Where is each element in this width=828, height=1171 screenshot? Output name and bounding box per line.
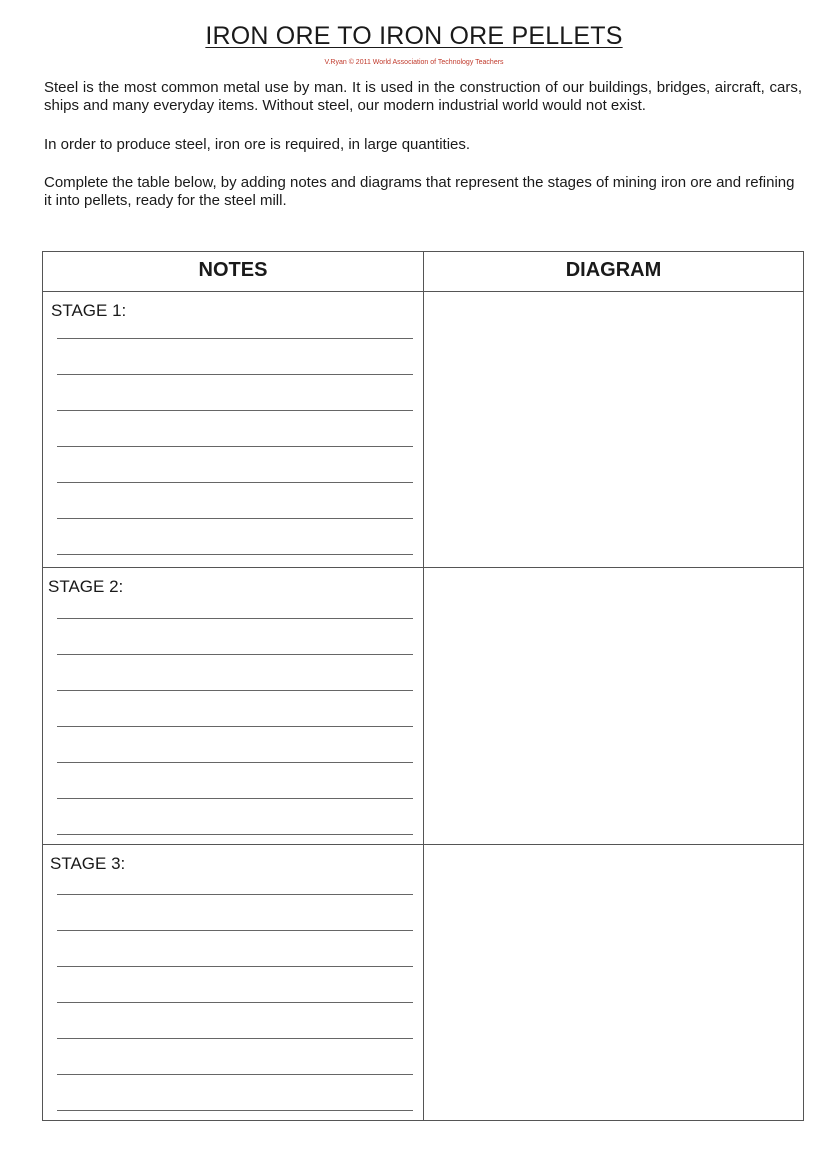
stage-1-writing-line[interactable]	[57, 374, 413, 375]
page-title: IRON ORE TO IRON ORE PELLETS	[205, 22, 623, 50]
stage-1-label: STAGE 1:	[51, 301, 127, 320]
stage-1-row	[43, 292, 803, 568]
stage-1-diagram-area[interactable]	[424, 292, 803, 567]
intro-paragraph-2: In order to produce steel, iron ore is required, in large quantities.	[44, 136, 471, 153]
stage-2-writing-line[interactable]	[57, 762, 413, 763]
stage-1-writing-line[interactable]	[57, 518, 413, 519]
stage-1-writing-line[interactable]	[57, 410, 413, 411]
worksheet-table	[42, 251, 804, 1121]
stage-3-row	[43, 845, 803, 1120]
stage-3-writing-line[interactable]	[57, 1074, 413, 1075]
table-header-row	[43, 252, 803, 292]
stage-2-diagram-area[interactable]	[424, 568, 803, 844]
stage-2-writing-line[interactable]	[57, 654, 413, 655]
stage-1-writing-line[interactable]	[57, 446, 413, 447]
diagram-column-header: DIAGRAM	[565, 259, 662, 281]
stage-2-writing-line[interactable]	[57, 798, 413, 799]
stage-3-writing-line[interactable]	[57, 1110, 413, 1111]
stage-3-writing-line[interactable]	[57, 1038, 413, 1039]
stage-2-label: STAGE 2:	[48, 577, 124, 596]
stage-3-writing-line[interactable]	[57, 1002, 413, 1003]
stage-3-writing-line[interactable]	[57, 966, 413, 967]
notes-column-header: NOTES	[198, 259, 268, 281]
stage-3-writing-line[interactable]	[57, 930, 413, 931]
intro-paragraph-1: Steel is the most common metal use by man. It is used in the construction of our buildings, bridges, aircraft, cars, ships and many everyday items. Without steel, our modern industrial world would not exist.	[44, 79, 802, 114]
stage-1-writing-line[interactable]	[57, 338, 413, 339]
stage-3-writing-line[interactable]	[57, 894, 413, 895]
stage-3-label: STAGE 3:	[50, 854, 126, 873]
stage-1-writing-line[interactable]	[57, 482, 413, 483]
copyright-credit: V.Ryan © 2011 World Association of Technology Teachers	[324, 59, 504, 66]
stage-1-writing-line[interactable]	[57, 554, 413, 555]
stage-2-writing-line[interactable]	[57, 690, 413, 691]
stage-2-writing-line[interactable]	[57, 726, 413, 727]
instructions-paragraph: Complete the table below, by adding notes and diagrams that represent the stages of mining iron ore and refining it into pellets, ready for the steel mill.	[44, 174, 795, 209]
stage-3-diagram-area[interactable]	[424, 845, 803, 1120]
stage-2-writing-line[interactable]	[57, 618, 413, 619]
stage-2-writing-line[interactable]	[57, 834, 413, 835]
stage-2-row	[43, 568, 803, 845]
